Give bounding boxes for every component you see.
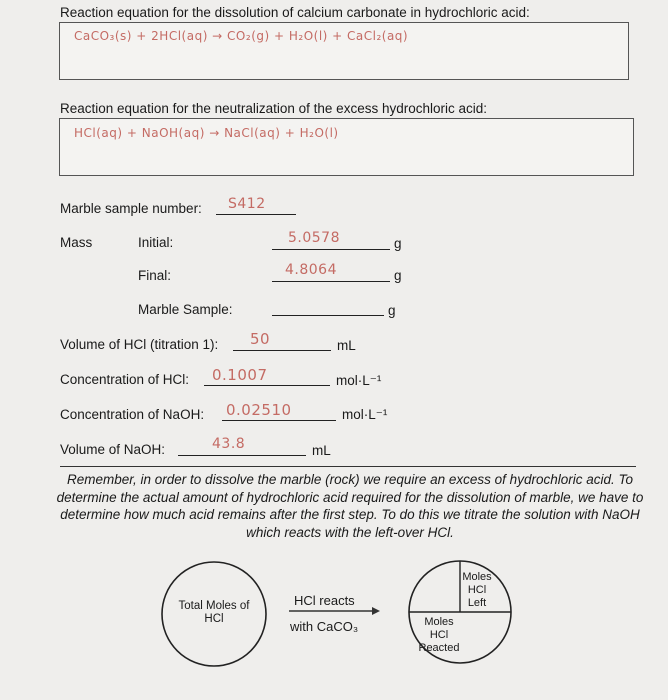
final-line[interactable] (272, 280, 390, 282)
marble-mass-unit: g (388, 303, 396, 318)
marble-mass-label: Marble Sample: (138, 302, 233, 317)
final-label: Final: (138, 268, 172, 283)
marble-sample-value: S412 (228, 196, 266, 212)
naoh-conc-unit: mol·L⁻¹ (342, 407, 388, 422)
neutralization-heading: Reaction equation for the neutralization of the excess hydrochloric acid: (60, 101, 487, 116)
dissolution-answer: CaCO₃(s) + 2HCl(aq) → CO₂(g) + H₂O(l) + CaCl₂(aq) (74, 29, 409, 43)
hcl-conc-unit: mol·L⁻¹ (336, 373, 382, 388)
marble-sample-line[interactable] (216, 213, 296, 215)
reaction-arrow-head (372, 607, 380, 615)
initial-unit: g (394, 236, 402, 251)
initial-line[interactable] (272, 248, 390, 250)
hcl-conc-value: 0.1007 (212, 366, 268, 384)
marble-mass-line[interactable] (272, 314, 384, 316)
naoh-volume-line[interactable] (178, 454, 306, 456)
hcl-conc-line[interactable] (204, 384, 330, 386)
arrow-bottom-label: with CaCO₃ (290, 619, 359, 634)
naoh-volume-unit: mL (312, 443, 331, 458)
naoh-conc-line[interactable] (222, 419, 336, 421)
naoh-conc-value: 0.02510 (226, 401, 292, 419)
arrow-top-label: HCl reacts (294, 593, 355, 608)
dissolution-answer-box[interactable] (59, 22, 629, 80)
divider (60, 466, 636, 467)
initial-value: 5.0578 (288, 230, 340, 246)
hcl-volume-value: 50 (250, 330, 271, 348)
hcl-volume-label: Volume of HCl (titration 1): (60, 337, 219, 352)
marble-sample-label: Marble sample number: (60, 201, 202, 216)
naoh-conc-label: Concentration of NaOH: (60, 407, 205, 422)
naoh-volume-value: 43.8 (212, 436, 246, 452)
instruction-note: Remember, in order to dissolve the marble (rock) we require an excess of hydrochloric acid. To determine the actual amount of hydrochloric acid required for the dissolution of marble, we have to determine how much acid remains after the first step. To do this we titrate the solution with NaOH which reacts with the left-over HCl. (56, 472, 644, 540)
hcl-volume-unit: mL (337, 338, 356, 353)
hcl-volume-line[interactable] (233, 349, 331, 351)
naoh-volume-label: Volume of NaOH: (60, 442, 166, 457)
neutralization-answer: HCl(aq) + NaOH(aq) → NaCl(aq) + H₂O(l) (74, 126, 339, 140)
dissolution-heading: Reaction equation for the dissolution of calcium carbonate in hydrochloric acid: (60, 5, 530, 20)
final-value: 4.8064 (285, 262, 337, 278)
hcl-conc-label: Concentration of HCl: (60, 372, 190, 387)
neutralization-answer-box[interactable] (59, 118, 634, 176)
moles-reacted-label: Moles HCl Reacted (418, 616, 460, 654)
moles-left-label: Moles HCl Left (462, 571, 492, 609)
mass-label: Mass (60, 235, 93, 250)
initial-label: Initial: (138, 235, 174, 250)
final-unit: g (394, 268, 402, 283)
total-moles-label: Total Moles of HCl (178, 600, 250, 625)
